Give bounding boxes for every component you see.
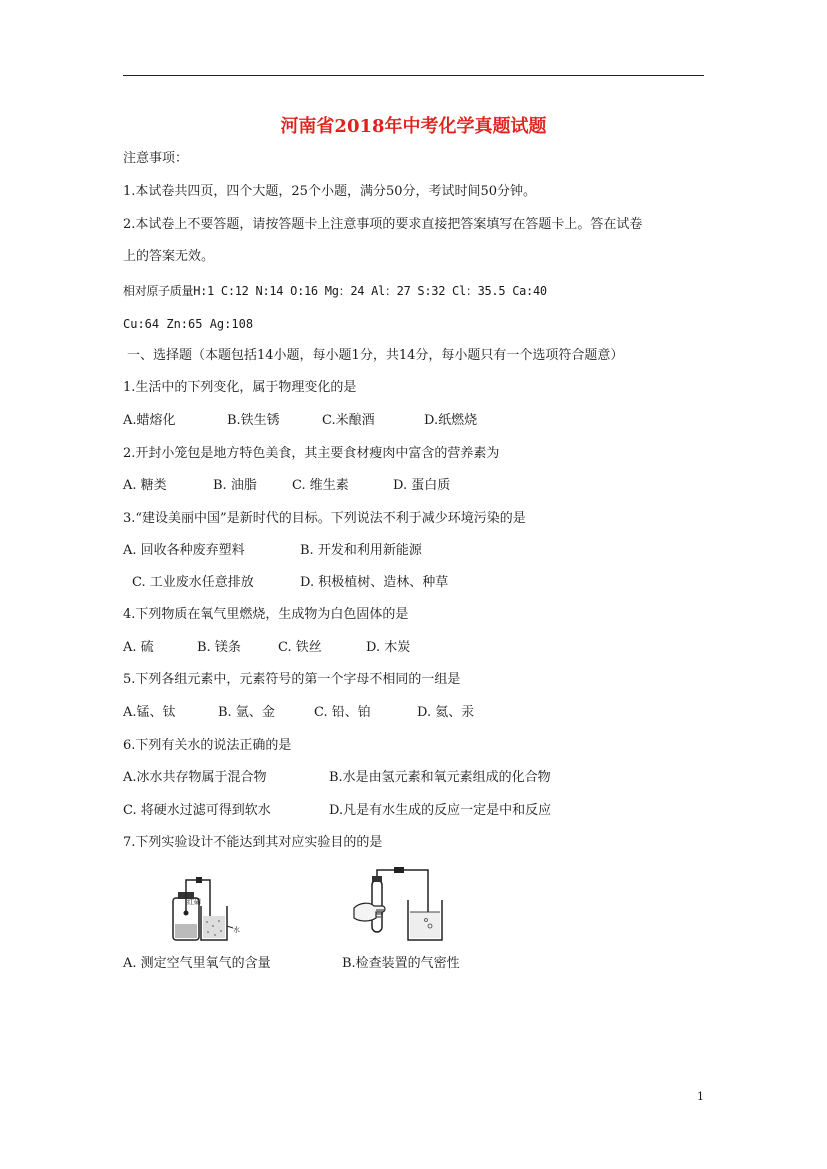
q5-option-c: C. 铅、铂 <box>314 705 371 720</box>
q1-option-d: D.纸燃烧 <box>424 413 478 428</box>
q1-option-b: B.铁生锈 <box>227 413 280 428</box>
q4-option-a: A. 硫 <box>123 640 154 655</box>
figure-a-label-water: 水 <box>233 926 240 934</box>
question-1-stem: 1.生活中的下列变化，属于物理变化的是 <box>123 380 357 395</box>
q6-option-b: B.水是由氢元素和氧元素组成的化合物 <box>329 770 551 785</box>
q7-option-a: A. 测定空气里氧气的含量 <box>123 956 271 971</box>
q3-option-c: C. 工业废水任意排放 <box>132 575 254 590</box>
q2-option-c: C. 维生素 <box>292 478 349 493</box>
question-3-stem: 3.“建设美丽中国”是新时代的目标。下列说法不利于减少环境污染的是 <box>123 511 526 526</box>
q1-option-a: A.蜡熔化 <box>123 413 176 428</box>
question-7-stem: 7.下列实验设计不能达到其对应实验目的的是 <box>123 835 383 850</box>
notes-heading: 注意事项： <box>123 151 189 166</box>
figure-a-oxygen-content-apparatus <box>163 876 245 944</box>
question-4-stem: 4.下列物质在氧气里燃烧，生成物为白色固体的是 <box>123 607 409 622</box>
q1-option-c: C.米酿酒 <box>322 413 375 428</box>
q4-option-c: C. 铁丝 <box>278 640 322 655</box>
page-number: 1 <box>697 1090 704 1103</box>
question-2-stem: 2.开封小笼包是地方特色美食，其主要食材瘦肉中富含的营养素为 <box>123 446 500 461</box>
q3-option-a: A. 回收各种废弃塑料 <box>123 543 245 558</box>
q3-option-b: B. 开发和利用新能源 <box>300 543 422 558</box>
atomic-mass-line1: 相对原子质量H:1 C:12 N:14 O:16 Mg：24 Al：27 S:32 Cl：35.5 Ca:40 <box>123 284 547 298</box>
question-6-stem: 6.下列有关水的说法正确的是 <box>123 738 292 753</box>
notes-item-1: 1.本试卷共四页，四个大题，25个小题，满分50分，考试时间50分钟。 <box>123 184 537 199</box>
q7-option-b: B.检查装置的气密性 <box>342 956 460 971</box>
q2-option-b: B. 油脂 <box>213 478 257 493</box>
q4-option-b: B. 镁条 <box>197 640 241 655</box>
section-heading: 一、选择题（本题包括14小题，每小题1分，共14分，每小题只有一个选项符合题意） <box>127 348 624 363</box>
q6-option-c: C. 将硬水过滤可得到软水 <box>123 803 271 818</box>
q3-option-d: D. 积极植树、造林、种草 <box>300 575 449 590</box>
notes-item-2-line2: 上的答案无效。 <box>123 249 215 264</box>
q2-option-a: A. 糖类 <box>123 478 167 493</box>
header-rule <box>123 75 704 76</box>
q2-option-d: D. 蛋白质 <box>393 478 451 493</box>
atomic-mass-line2: Cu:64 Zn:65 Ag:108 <box>123 317 254 331</box>
question-5-stem: 5.下列各组元素中，元素符号的第一个字母不相同的一组是 <box>123 672 461 687</box>
figure-a-label-phosphorus: 红磷 <box>187 898 201 906</box>
q6-option-a: A.冰水共存物属于混合物 <box>123 770 267 785</box>
page-title: 河南省2018年中考化学真题试题 <box>280 116 547 137</box>
q5-option-d: D. 氦、汞 <box>417 705 475 720</box>
q5-option-b: B. 氩、金 <box>218 705 275 720</box>
q5-option-a: A.锰、钛 <box>123 705 176 720</box>
notes-item-2-line1: 2.本试卷上不要答题，请按答题卡上注意事项的要求直接把答案填写在答题卡上。答在试卷 <box>123 217 643 232</box>
q4-option-d: D. 木炭 <box>366 640 411 655</box>
figure-b-airtightness-apparatus <box>350 866 445 944</box>
q6-option-d: D.凡是有水生成的反应一定是中和反应 <box>329 803 552 818</box>
